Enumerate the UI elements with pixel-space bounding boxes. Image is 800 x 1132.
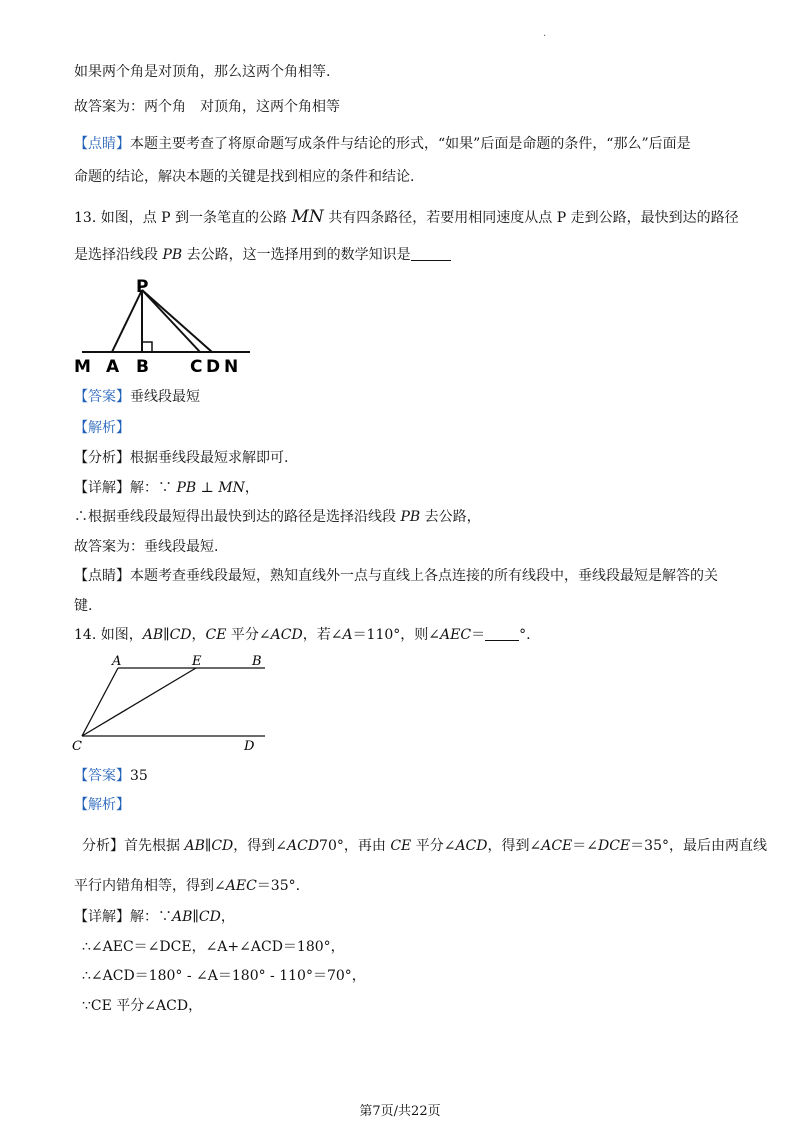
- therefore-13: [74, 507, 481, 527]
- text: 35: [130, 768, 148, 784]
- fenxi-14: [82, 836, 767, 856]
- math: PB: [162, 247, 183, 263]
- text: ＝35°，最后由两直线: [630, 838, 767, 854]
- math: ACD: [270, 627, 303, 643]
- tag-xiangjie: 【详解】: [74, 909, 130, 925]
- text: °.: [519, 627, 531, 643]
- question-13-cont: [74, 245, 451, 265]
- step-1: ∴∠AEC＝∠DCE，∠A+∠ACD＝180°，: [82, 939, 345, 955]
- text: ＝: [471, 627, 486, 643]
- text: 平分∠: [411, 838, 456, 854]
- text: 去公路，这一选择用到的数学知识是: [182, 247, 411, 263]
- page-footer: 第7页/共22页: [359, 1104, 441, 1119]
- label-a: A: [106, 357, 120, 377]
- tag-dianjing: 【点睛】: [74, 568, 130, 584]
- analysis-14-tag: [74, 795, 130, 815]
- text-line: 故答案为：垂线段最短.: [74, 539, 219, 555]
- label-d: D: [206, 357, 221, 377]
- text: 平分∠: [226, 627, 271, 643]
- math: ACE: [541, 838, 573, 854]
- tag-jiexi: 【解析】: [74, 797, 130, 813]
- analysis-13-tag: [74, 418, 130, 438]
- label-b: B: [252, 654, 262, 669]
- math: AB: [184, 838, 205, 854]
- label-d: D: [244, 739, 255, 754]
- math: CD: [211, 838, 234, 854]
- label-e: E: [192, 654, 202, 669]
- text: ∥: [163, 627, 170, 643]
- math: AEC: [440, 627, 472, 643]
- text: ，得到∠: [487, 838, 542, 854]
- tag-answer: 【答案】: [74, 768, 130, 784]
- label-a: A: [112, 654, 122, 669]
- math: AEC: [225, 878, 257, 894]
- text: 本题主要考查了将原命题写成条件与结论的形式，“如果”后面是命题的条件，“那么”后面是: [130, 136, 691, 152]
- tag-jiexi: 【解析】: [74, 420, 130, 436]
- step-3: ∵CE 平分∠ACD，: [82, 998, 203, 1014]
- answer-blank: [485, 626, 519, 641]
- text-line: 故答案为：两个角 对顶角，这两个角相等: [74, 99, 340, 115]
- top-mark: .: [543, 28, 547, 39]
- xiangjie-14: [74, 907, 235, 927]
- text: ，: [220, 909, 235, 925]
- math: CE: [205, 627, 227, 643]
- text-line: 键.: [74, 598, 93, 614]
- text: 去公路，: [420, 509, 481, 525]
- text: ∥: [192, 909, 199, 925]
- text: 是选择沿线段: [74, 247, 163, 263]
- text: ＝∠: [572, 838, 598, 854]
- text: 70°，再由: [319, 838, 391, 854]
- tag-dianjing: 【点睛】: [74, 136, 130, 152]
- label-c: C: [72, 739, 82, 754]
- label-m: M: [74, 357, 91, 377]
- text: 解：∵: [130, 480, 177, 496]
- text-line: [74, 134, 691, 154]
- text: 13. 如图，点 P 到一条笔直的公路: [74, 210, 292, 226]
- segment-pa: [112, 290, 142, 352]
- text: ，: [191, 627, 206, 643]
- text: ，: [244, 480, 259, 496]
- text: ∴根据垂线段最短得出最快到达的路径是选择沿线段: [74, 509, 401, 525]
- answer-14: [74, 766, 148, 786]
- text: 共有四条路径，若要用相同速度从点 P 走到公路，最快到达的路径: [323, 210, 739, 226]
- math: CD: [169, 627, 192, 643]
- tag-xiangjie: 【详解】: [74, 480, 130, 496]
- math: ACD: [455, 838, 488, 854]
- math: DCE: [598, 838, 631, 854]
- text: 垂线段最短: [130, 389, 200, 405]
- text: 解：∵: [130, 909, 172, 925]
- figure-13: [72, 278, 262, 378]
- math: PB ⊥ MN: [176, 480, 245, 496]
- text: ，得到∠: [233, 838, 287, 854]
- tag-fenxi: 【分析】: [74, 450, 130, 466]
- dianjing-13: [74, 566, 718, 586]
- math: CD: [198, 909, 221, 925]
- xiangjie-13: [74, 478, 259, 498]
- answer-13: [74, 387, 200, 407]
- math: A: [342, 627, 353, 643]
- math: AB: [142, 627, 164, 643]
- text: 分析】首先根据: [82, 838, 185, 854]
- label-b: B: [136, 357, 149, 377]
- text-line: 命题的结论，解决本题的关键是找到相应的条件和结论.: [74, 169, 415, 185]
- text: 根据垂线段最短求解即可.: [130, 450, 289, 466]
- math: CE: [390, 838, 412, 854]
- fenxi-13: [74, 448, 288, 468]
- math: MN: [291, 207, 324, 227]
- figure-14: [70, 652, 275, 757]
- segment-ce: [82, 668, 196, 736]
- text-line: 如果两个角是对顶角，那么这两个角相等.: [74, 64, 331, 80]
- text: ，若∠: [302, 627, 343, 643]
- text: ＝110°，则∠: [352, 627, 441, 643]
- step-2: ∴∠ACD＝180° - ∠A＝180° - 110°＝70°，: [82, 968, 366, 984]
- text: ∥: [204, 838, 212, 854]
- text: 14. 如图，: [74, 627, 143, 643]
- answer-blank: [411, 246, 451, 261]
- math: AB: [172, 909, 193, 925]
- right-angle-mark: [142, 342, 152, 352]
- label-n: N: [224, 357, 239, 377]
- label-p: P: [136, 278, 149, 297]
- question-13: [74, 207, 739, 228]
- text: 本题考查垂线段最短，熟知直线外一点与直线上各点连接的所有线段中，垂线段最短是解答的关: [130, 568, 718, 584]
- question-14: [74, 625, 531, 645]
- fenxi-14-cont: [74, 876, 300, 896]
- tag-answer: 【答案】: [74, 389, 130, 405]
- text: 平行内错角相等，得到∠: [74, 878, 226, 894]
- math: ACD: [287, 838, 320, 854]
- math: PB: [400, 509, 421, 525]
- text: ＝35°.: [256, 878, 301, 894]
- label-c: C: [190, 357, 203, 377]
